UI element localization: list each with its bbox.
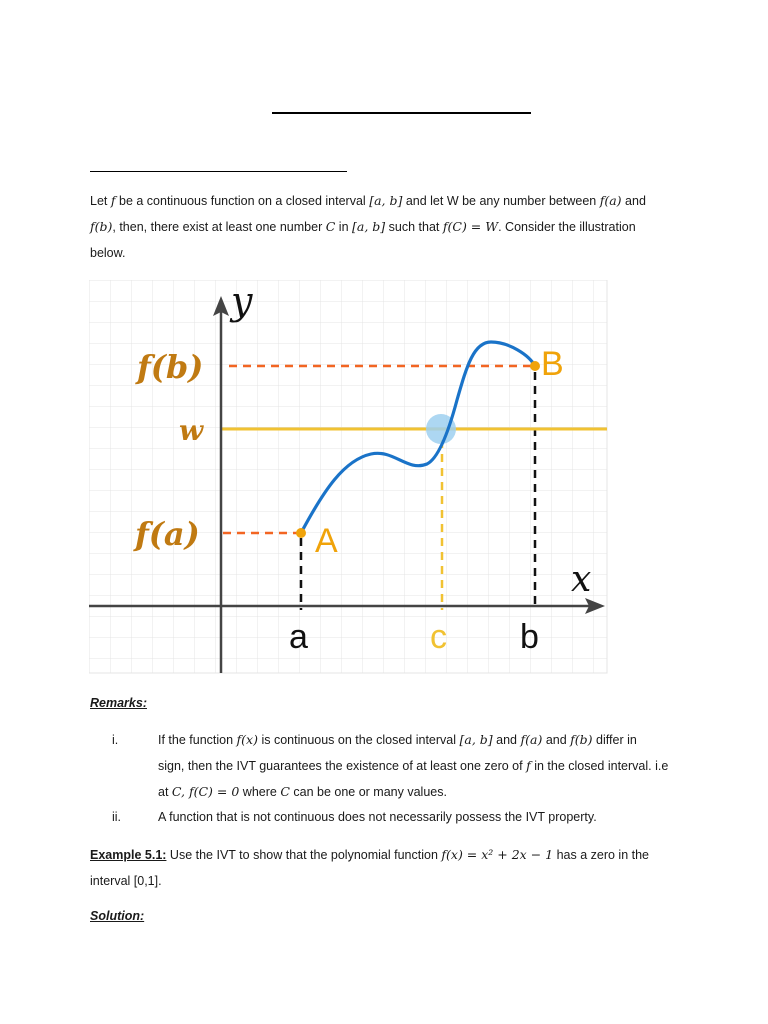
remarks-heading [90, 690, 680, 716]
remark-fragment: differ in [596, 733, 637, 747]
math-interval: [a, b] [459, 732, 493, 747]
theorem-text: . Consider the illustration [498, 220, 636, 234]
remark-fragment: If the function [158, 733, 234, 747]
example-label: Example 5.1: [90, 848, 167, 862]
theorem-text: in [338, 220, 349, 234]
example-text: Use the IVT to show that the polynomial function [169, 848, 438, 862]
math-fa: f(a) [599, 193, 622, 208]
point-a-dot [296, 528, 306, 538]
math-C: C [280, 784, 290, 799]
remark-fragment: is continuous on the closed interval [261, 733, 457, 747]
math-fb: f(b) [90, 219, 113, 234]
theorem-text: be a continuous function on a closed interval [119, 194, 366, 208]
solution-heading [90, 903, 680, 929]
example-text: has a zero in the [556, 848, 650, 862]
math-fx: f(x) [236, 732, 258, 747]
theorem-text: below. [90, 246, 126, 260]
math-f: f [526, 758, 531, 773]
remarks-heading-text: Remarks: [90, 696, 147, 710]
remark-text: A function that is not continuous does not necessarily possess the IVT property. [158, 810, 597, 824]
remark-fragment: sign, then the IVT guarantees the existence of at least one zero of [158, 759, 523, 773]
math-f: f [110, 193, 116, 208]
theorem-paragraph [90, 188, 680, 266]
grid-background [89, 280, 607, 673]
theorem-text: such that [388, 220, 440, 234]
theorem-text: and [625, 194, 646, 208]
math-fC-eq-W: f(C) = W [442, 219, 499, 234]
remark-fragment: where [242, 785, 277, 799]
remark-fragment: can be one or many values. [293, 785, 447, 799]
remark-fragment: at [158, 785, 169, 799]
example-formula: f(x) = x² + 2x − 1 [441, 847, 554, 862]
title-rule [272, 112, 531, 114]
remark-number: ii. [112, 810, 122, 824]
fb-label: f(b) [137, 348, 204, 386]
remark-fragment: and [496, 733, 518, 747]
tick-c-label: c [430, 618, 447, 656]
math-interval: [a, b] [352, 219, 386, 234]
point-b-dot [530, 361, 540, 371]
subtitle-rule [90, 171, 347, 172]
fa-label: f(a) [135, 515, 200, 553]
remark-fragment: and [545, 733, 567, 747]
remark-fragment: in the closed interval. i.e [534, 759, 669, 773]
tick-b-label: b [520, 618, 539, 656]
y-axis-label: y [231, 280, 253, 323]
math-interval: [a, b] [369, 193, 403, 208]
x-axis-label: x [571, 559, 592, 600]
tick-a-label: a [289, 618, 308, 656]
w-label: w [179, 414, 204, 447]
ivt-figure [89, 280, 609, 675]
theorem-text: and let W be any number between [405, 194, 597, 208]
theorem-text: , then, there exist at least one number [112, 220, 323, 234]
remark-number: i. [112, 733, 119, 747]
remark-text [158, 727, 678, 805]
point-a-label: A [315, 522, 338, 560]
example-paragraph [90, 842, 680, 894]
math-fa: f(a) [520, 732, 543, 747]
theorem-text: Let [90, 194, 108, 208]
example-text: interval [0,1]. [90, 874, 162, 888]
solution-heading-text: Solution: [90, 909, 145, 923]
math-fb: f(b) [570, 732, 593, 747]
math-cfc: C, f(C) = 0 [171, 784, 240, 799]
math-C: C [325, 219, 336, 234]
point-b-label: B [541, 345, 564, 383]
